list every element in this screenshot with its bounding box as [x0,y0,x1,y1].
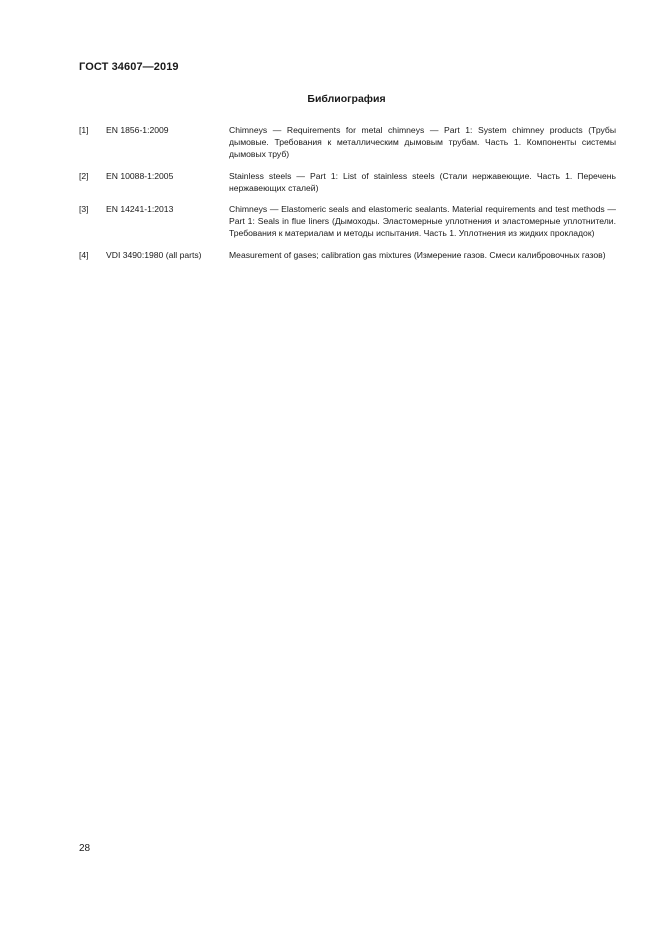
entry-description: Stainless steels — Part 1: List of stainless steels (Стали нержавеющие. Часть 1. Перечень нержавеющих сталей) [229,170,616,193]
entry-number: [2] [79,170,89,181]
section-title: Библиография [307,93,386,105]
entry-number: [3] [79,204,89,215]
bibliography-entry [79,249,616,261]
page-number: 28 [79,843,91,854]
document-header-code: ГОСТ 34607—2019 [79,61,179,73]
bibliography-list [79,124,616,270]
bibliography-entry [79,203,616,240]
entry-description: Chimneys — Requirements for metal chimneys — Part 1: System chimney products (Трубы дымовые. Требования к металлическим дымовым трубам. Часть 1. Компоненты системы дымовых труб) [229,125,616,160]
entry-standard-code: EN 14241-1:2013 [106,204,174,215]
entry-description: Measurement of gases; calibration gas mixtures (Измерение газов. Смеси калибровочных газов) [229,249,606,260]
entry-standard-code: VDI 3490:1980 (all parts) [106,249,202,260]
bibliography-entry [79,124,616,161]
bibliography-entry [79,170,616,194]
entry-description: Chimneys — Elastomeric seals and elastomeric sealants. Material requirements and test methods — Part 1: Seals in flue liners (Дымоходы. Эластомерные уплотнения и эластомерные уплотнители. Требования к материалам и методы испытания. Часть 1. Уплотнения из жидких прокладок) [229,204,616,239]
entry-number: [1] [79,125,89,135]
entry-number: [4] [79,249,89,260]
entry-standard-code: EN 10088-1:2005 [106,170,174,181]
entry-standard-code: EN 1856-1:2009 [106,125,169,135]
